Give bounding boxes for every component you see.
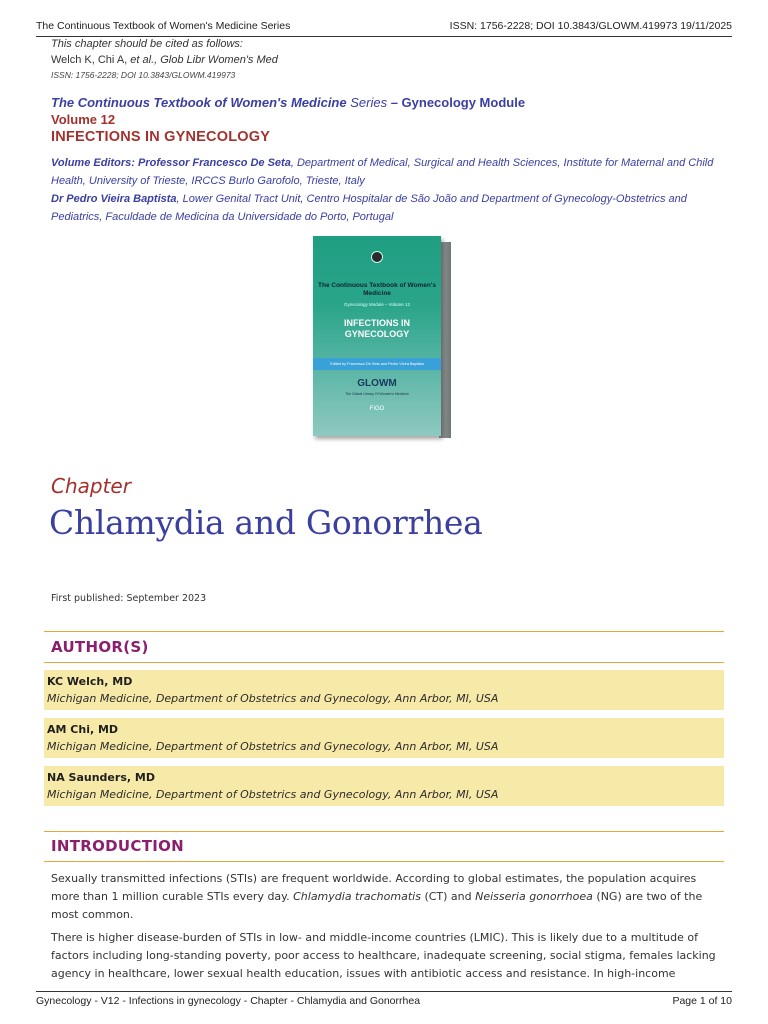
cover-heading: INFECTIONS IN GYNECOLOGY	[343, 318, 410, 339]
citation-etal: et al	[130, 54, 152, 66]
running-footer	[36, 991, 732, 1008]
editor-1	[51, 154, 728, 190]
author-affiliation: Michigan Medicine, Department of Obstetrics and Gynecology, Ann Arbor, MI, USA	[47, 692, 499, 705]
authors-rule-top	[44, 631, 724, 632]
introduction-heading: INTRODUCTION	[51, 837, 185, 855]
author-card	[44, 718, 724, 758]
author-name: NA Saunders, MD	[47, 771, 155, 784]
cover-module: Gynecology Module – Volume 12	[343, 302, 411, 307]
chapter-title: Chlamydia and Gonorrhea	[49, 503, 483, 542]
author-card	[44, 766, 724, 806]
series-word: Series	[346, 95, 388, 110]
chapter-label: Chapter	[51, 474, 131, 498]
published-date: First published: September 2023	[51, 593, 207, 604]
citation-intro: This chapter should be cited as follows:	[51, 38, 243, 50]
intro-rule-bottom	[44, 861, 724, 862]
book-cover-image	[313, 236, 441, 434]
series-line	[51, 95, 525, 110]
intro-p1-text: Sexually transmitted infections (STIs) are frequent worldwide. According to global estimates, the population acquires more than 1 million curable STIs every day.	[51, 872, 697, 903]
intro-p1-text-3: (NG) are two of the most common.	[51, 890, 703, 921]
volume-number: Volume 12	[51, 112, 116, 127]
intro-p1-ng: Neisseria gonorrhoea	[475, 890, 593, 903]
authors-heading: AUTHOR(S)	[51, 638, 149, 656]
author-card	[44, 670, 724, 710]
cover-title: The Continuous Textbook of Women's Medicine	[318, 282, 436, 297]
intro-paragraph-2: There is higher disease-burden of STIs in low- and middle-income countries (LMIC). This is likely due to a multitude of factors including long-standing poverty, poor access to healthcare, inadequate screening, social stigma, females lacking agency in healthcare, lower sexual health education, issues with antibiotic access and resistance. In high-income	[51, 931, 716, 980]
authors-rule-bottom	[44, 662, 724, 663]
cover-emblem-icon	[313, 250, 441, 268]
intro-p1-text-2: (CT) and	[420, 890, 476, 903]
running-header	[36, 18, 732, 37]
citation-issn: ISSN: 1756-2228; DOI 10.3843/GLOWM.419973	[51, 70, 236, 80]
cover-figo-logo: FIGO	[369, 406, 385, 412]
author-affiliation: Michigan Medicine, Department of Obstetrics and Gynecology, Ann Arbor, MI, USA	[47, 788, 499, 801]
cover-subtitle: The Global Library Of Women's Medicine	[345, 392, 409, 396]
series-name: The Continuous Textbook of Women's Medicine	[51, 95, 347, 110]
editor-1-name: Volume Editors: Professor Francesco De Seta	[51, 157, 291, 169]
book-front	[313, 236, 441, 436]
citation-journal: ., Glob Libr Women's Med	[151, 54, 278, 66]
citation-authors: Welch K, Chi A,	[51, 54, 131, 66]
cover-glowm-logo: GLOWM	[357, 378, 397, 389]
footer-chapter-path: Gynecology - V12 - Infections in gynecology - Chapter - Chlamydia and Gonorrhea	[36, 995, 421, 1007]
citation-block	[51, 38, 278, 80]
cover-editors-band: Edited by Francesco De Seta and Pedro Vieira Baptista	[313, 358, 441, 370]
series-block	[51, 95, 525, 145]
series-module: – Gynecology Module	[387, 95, 526, 110]
volume-editors	[51, 154, 728, 226]
footer-page-number: Page 1 of 10	[672, 995, 732, 1007]
intro-paragraph-1	[51, 870, 724, 924]
header-series-title: The Continuous Textbook of Women's Medicine Series	[36, 20, 291, 32]
intro-rule-top	[44, 831, 724, 832]
editor-2-name: Dr Pedro Vieira Baptista	[51, 193, 177, 205]
citation-reference	[51, 54, 278, 66]
header-doi: ISSN: 1756-2228; DOI 10.3843/GLOWM.419973 19/11/2025	[449, 20, 732, 32]
editor-2-affiliation: , Lower Genital Tract Unit, Centro Hospitalar de São João and Department of Gynecology-Obstetrics and Pediatrics, Faculdade de Medicina da Universidade do Porto, Portugal	[51, 193, 687, 223]
author-name: AM Chi, MD	[47, 723, 119, 736]
author-affiliation: Michigan Medicine, Department of Obstetrics and Gynecology, Ann Arbor, MI, USA	[47, 740, 499, 753]
editor-1-affiliation: , Department of Medical, Surgical and Health Sciences, Institute for Maternal and Child Health, University of Trieste, IRCCS Burlo Garofolo, Trieste, Italy	[51, 157, 714, 187]
volume-title: INFECTIONS IN GYNECOLOGY	[51, 129, 271, 145]
author-name: KC Welch, MD	[47, 675, 133, 688]
editor-2	[51, 190, 728, 226]
intro-p1-ct: Chlamydia trachomatis	[293, 890, 421, 903]
